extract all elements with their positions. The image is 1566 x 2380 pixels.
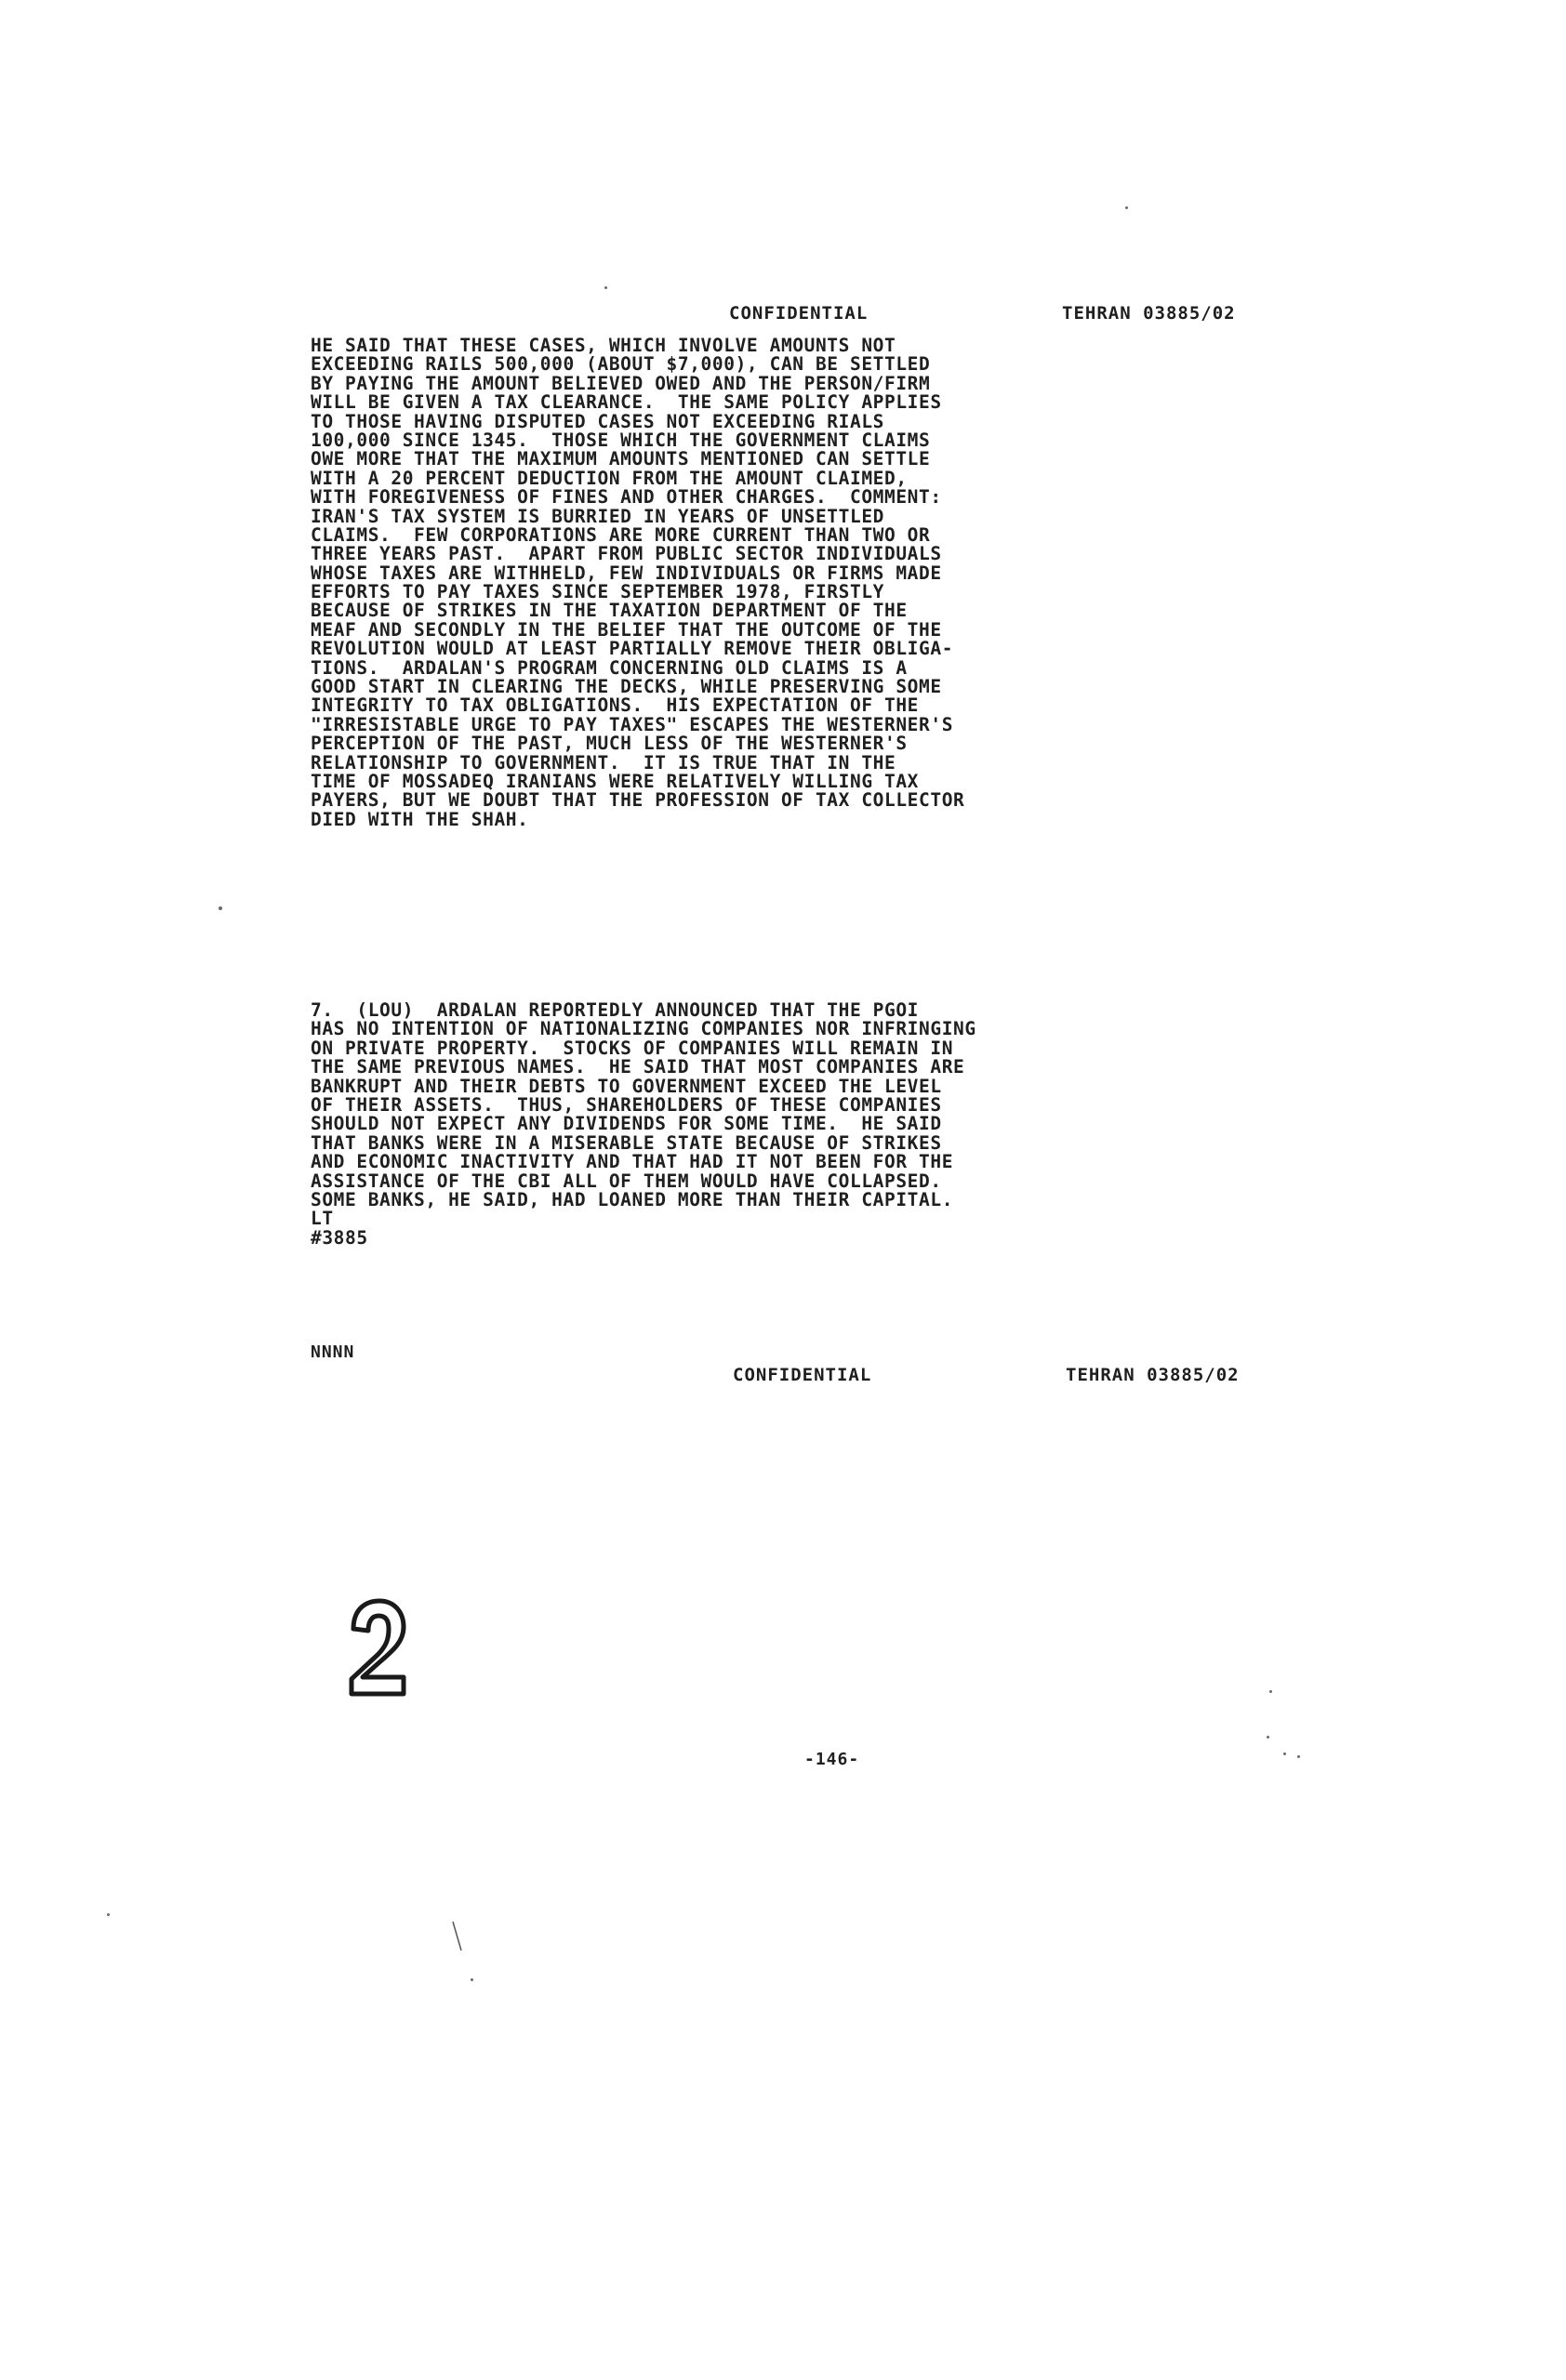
page-number: -146-	[804, 1750, 860, 1769]
classification-footer: CONFIDENTIAL	[733, 1365, 872, 1385]
scan-speck	[1125, 206, 1128, 209]
cable-end-marker: NNNN	[311, 1342, 355, 1362]
text-line: OWE MORE THAT THE MAXIMUM AMOUNTS MENTIONED CAN SETTLE	[311, 448, 931, 470]
cable-paragraph-7	[311, 1001, 976, 1248]
cable-reference-bottom: TEHRAN 03885/02	[1066, 1365, 1240, 1385]
text-line: DIED WITH THE SHAH.	[311, 808, 529, 830]
text-line: GOOD START IN CLEARING THE DECKS, WHILE PRESERVING SOME	[311, 676, 942, 698]
text-line: MEAF AND SECONDLY IN THE BELIEF THAT THE OUTCOME OF THE	[311, 618, 942, 641]
text-line: OF THEIR ASSETS. THUS, SHAREHOLDERS OF THESE COMPANIES	[311, 1093, 942, 1116]
text-line: REVOLUTION WOULD AT LEAST PARTIALLY REMOVE THEIR OBLIGA-	[311, 638, 954, 660]
text-line: PAYERS, BUT WE DOUBT THAT THE PROFESSION OF TAX COLLECTOR	[311, 789, 965, 812]
text-line: TIONS. ARDALAN'S PROGRAM CONCERNING OLD CLAIMS IS A	[311, 656, 908, 679]
cable-reference-top: TEHRAN 03885/02	[1062, 303, 1236, 324]
text-line: PERCEPTION OF THE PAST, MUCH LESS OF THE WESTERNER'S	[311, 733, 908, 755]
scan-speck	[1283, 1752, 1286, 1755]
text-line: SHOULD NOT EXPECT ANY DIVIDENDS FOR SOME TIME. HE SAID	[311, 1113, 942, 1135]
text-line: WILL BE GIVEN A TAX CLEARANCE. THE SAME POLICY APPLIES	[311, 391, 942, 414]
text-line: 100,000 SINCE 1345. THOSE WHICH THE GOVERNMENT CLAIMS	[311, 429, 931, 451]
text-line: HE SAID THAT THESE CASES, WHICH INVOLVE AMOUNTS NOT	[311, 335, 896, 356]
scan-scratch-mark	[451, 1920, 464, 1953]
page-stamp-mark	[344, 1597, 411, 1699]
scan-speck	[1267, 1736, 1269, 1739]
text-line: TIME OF MOSSADEQ IRANIANS WERE RELATIVELY WILLING TAX	[311, 770, 920, 792]
text-line: SOME BANKS, HE SAID, HAD LOANED MORE THAN THEIR CAPITAL.	[311, 1188, 954, 1210]
text-line: ASSISTANCE OF THE CBI ALL OF THEM WOULD HAVE COLLAPSED.	[311, 1170, 942, 1192]
text-line: WHOSE TAXES ARE WITHHELD, FEW INDIVIDUALS OR FIRMS MADE	[311, 562, 942, 584]
text-line: LT	[311, 1208, 334, 1230]
text-line: BANKRUPT AND THEIR DEBTS TO GOVERNMENT EXCEED THE LEVEL	[311, 1075, 942, 1097]
text-line: THE SAME PREVIOUS NAMES. HE SAID THAT MOST COMPANIES ARE	[311, 1056, 965, 1078]
text-line: WITH A 20 PERCENT DEDUCTION FROM THE AMOUNT CLAIMED,	[311, 467, 908, 489]
text-line: ON PRIVATE PROPERTY. STOCKS OF COMPANIES WILL REMAIN IN	[311, 1037, 954, 1059]
text-line: BECAUSE OF STRIKES IN THE TAXATION DEPARTMENT OF THE	[311, 600, 908, 622]
cable-paragraph-continued	[311, 337, 964, 829]
text-line: THREE YEARS PAST. APART FROM PUBLIC SECTOR INDIVIDUALS	[311, 543, 942, 565]
text-line: INTEGRITY TO TAX OBLIGATIONS. HIS EXPECTATION OF THE	[311, 694, 920, 717]
text-line: IRAN'S TAX SYSTEM IS BURRIED IN YEARS OF UNSETTLED	[311, 505, 884, 527]
scan-speck	[471, 1978, 473, 1981]
text-line: #3885	[311, 1226, 368, 1249]
text-line: AND ECONOMIC INACTIVITY AND THAT HAD IT NOT BEEN FOR THE	[311, 1151, 954, 1173]
text-line: EFFORTS TO PAY TAXES SINCE SEPTEMBER 1978, FIRSTLY	[311, 581, 884, 603]
scan-speck	[1297, 1755, 1300, 1758]
scan-speck	[1269, 1690, 1272, 1693]
text-line: 7. (LOU) ARDALAN REPORTEDLY ANNOUNCED THAT THE PGOI	[311, 999, 920, 1021]
text-line: HAS NO INTENTION OF NATIONALIZING COMPANIES NOR INFRINGING	[311, 1018, 976, 1040]
scan-speck	[219, 906, 222, 910]
classification-header-top: CONFIDENTIAL	[729, 303, 869, 324]
scan-speck	[107, 1913, 110, 1916]
scan-speck	[604, 286, 607, 289]
text-line: RELATIONSHIP TO GOVERNMENT. IT IS TRUE THAT IN THE	[311, 751, 896, 774]
text-line: EXCEEDING RAILS 500,000 (ABOUT $7,000), CAN BE SETTLED	[311, 353, 931, 376]
text-line: WITH FOREGIVENESS OF FINES AND OTHER CHARGES. COMMENT:	[311, 486, 942, 509]
text-line: CLAIMS. FEW CORPORATIONS ARE MORE CURRENT THAN TWO OR	[311, 523, 931, 546]
text-line: TO THOSE HAVING DISPUTED CASES NOT EXCEEDING RIALS	[311, 410, 884, 432]
text-line: "IRRESISTABLE URGE TO PAY TAXES" ESCAPES THE WESTERNER'S	[311, 713, 954, 735]
text-line: BY PAYING THE AMOUNT BELIEVED OWED AND THE PERSON/FIRM	[311, 372, 931, 394]
text-line: THAT BANKS WERE IN A MISERABLE STATE BECAUSE OF STRIKES	[311, 1131, 942, 1154]
